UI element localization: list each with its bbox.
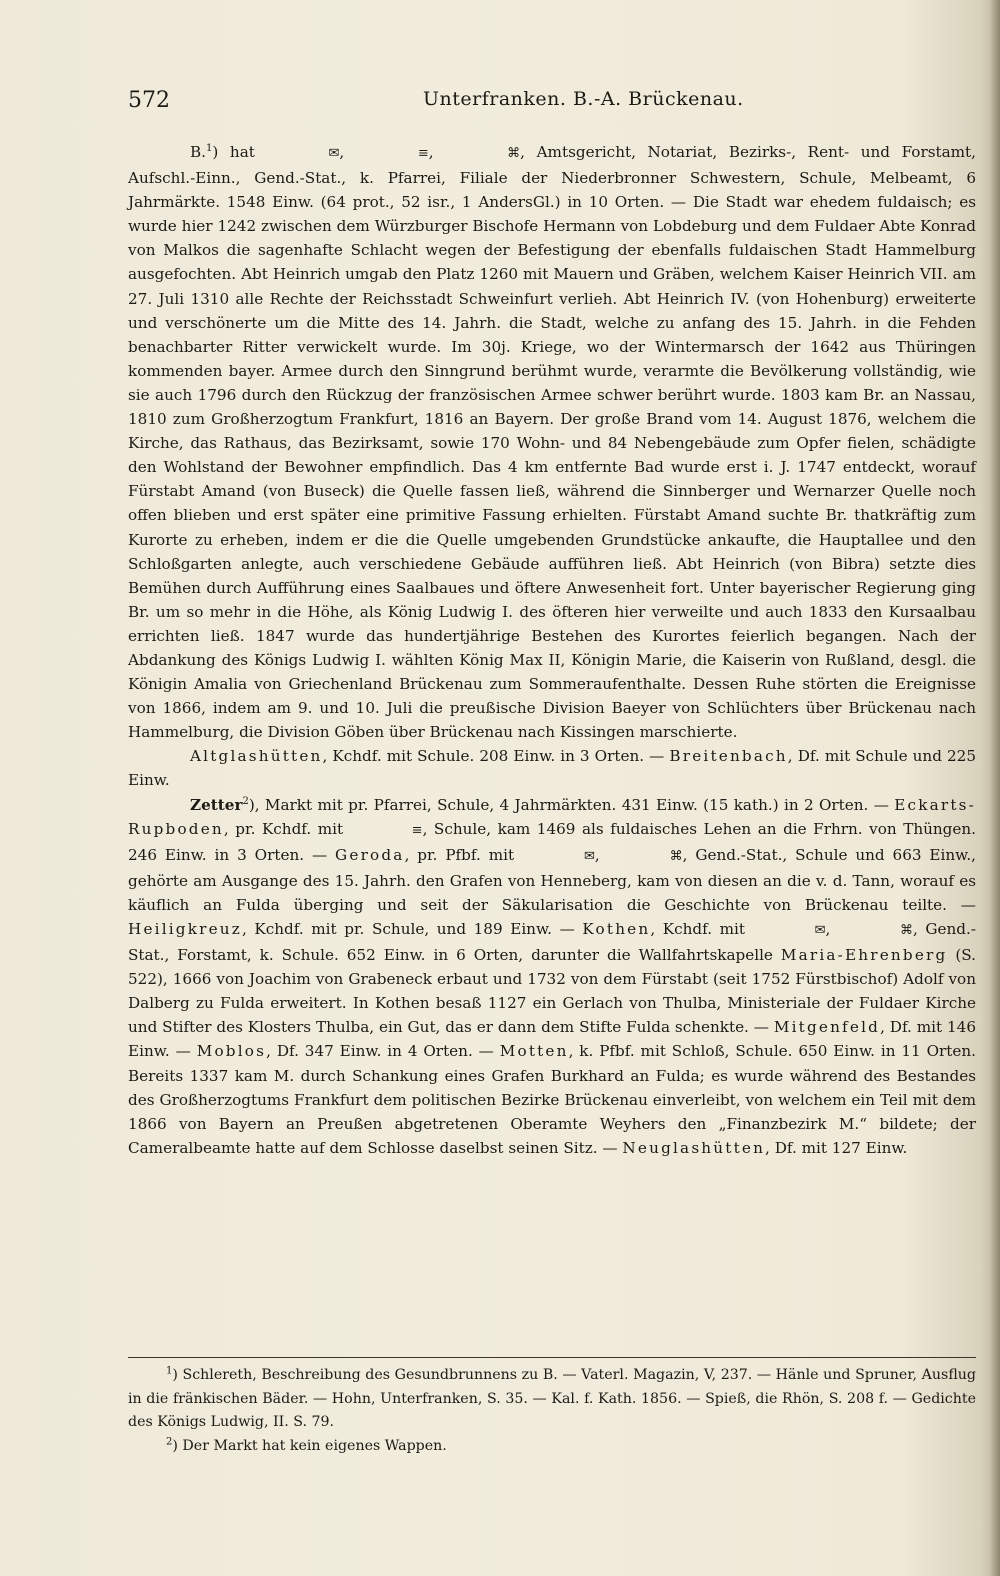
post-icon: ✉ [328,146,340,161]
post-icon: ✉ [814,923,826,938]
running-title: Unterfranken. B.-A. Brückenau. [423,88,744,110]
place-name: Geroda [335,845,405,864]
place-name: Kothen [582,920,651,938]
page-edge [990,0,1000,1576]
place-name: Motten [499,1042,569,1061]
footnote-ref-1: 1 [206,142,213,154]
footnote-ref-2: 2 [242,795,249,807]
main-text [128,140,976,1160]
railway-icon: ⌘ [507,146,521,161]
telegraph-icon: ≡ [417,146,429,161]
footnotes [128,1364,976,1458]
telegraph-icon: ≡ [411,822,423,838]
post-icon: ✉ [583,848,595,864]
paragraph-brueckenau: B.$^1$) hat ✉, ≡, ⌘, Amtsgericht, Notariat, Bezirks-, Rent- und Forstamt, Aufschl.-Einn., Gend.-Stat., k. Pfarrei, Filiale der Niederbronner Schwestern, Schule, Melbeamt, 6 Jahrmärkte. 1548 Einw. (64 prot., 52 isr., 1 AndersGl.) in 10 Orten. — Die Stadt war ehedem fuldaisch; es wurde hier 1242 zwischen dem Würzburger Bischofe Hermann von Lobdeburg und dem Fuldaer Abte Konrad von Malkos die sagenhafte Schlacht wegen der Befestigung der ebenfalls fuldaischen Stadt Hammelburg ausgefochten. Abt Heinrich umgab den Platz 1260 mit Mauern und Gräben, welchem Kaiser Heinrich VII. am 27. Juli 1310 alle Rechte der Reichsstadt Schweinfurt verlieh. Abt Heinrich IV. (von Hohenburg) erweiterte und verschönerte um die Mitte des 14. Jahrh. die Stadt, welche zu anfang des 15. Jahrh. in die Fehden benachbarter Ritter verwickelt wurde. Im 30j. Kriege, wo der Wintermarsch der 1642 aus Thüringen kommenden bayer. Armee durch den Sinngrund berühmt wurde, verarmte die Bevölkerung vollständig, wie sie auch 1796 durch den Rückzug der französischen Armee schwer berührt wurde. 1803 kam Br. an Nassau, 1810 zum Großherzogtum Frankfurt, 1816 an Bayern. Der große Brand vom 14. August 1876, welchem die Kirche, das Rathaus, das Bezirksamt, sowie 170 Wohn- und 84 Nebengebäude zum Opfer fielen, schädigte den Wohlstand der Bewohner empfindlich. Das 4 km entfernte Bad wurde erst i. J. 1747 entdeckt, worauf Fürstabt Amand (von Buseck) die Quelle fassen ließ, während die Sinnberger und Wernarzer Quelle noch offen blieben und erst später eine primitive Fassung erhielten. Fürstabt Amand suchte Br. thatkräftig zum Kurorte zu erheben, indem er die die Quelle umgebenden Grundstücke ankaufte, die Hauptallee und den Schloßgarten anlegte, auch verschiedene Gebäude aufführen ließ. Abt Heinrich (von Bibra) setzte dies Bemühen durch Aufführung eines Saalbaues und öftere Anwesenheit fort. Unter bayerischer Regierung ging Br. um so mehr in die Höhe, als König Ludwig I. des öfteren hier verweilte und auch 1833 den Kursaalbau errichten ließ. 1847 wurde das hundertjährige Bestehen des Kurortes feierlich begangen. Nach der Abdankung des Königs Ludwig I. wählten König Max II, Königin Marie, die Kaiserin von Rußland, desgl. die Königin Amalia von Griechenland Brückenau zum Sommeraufenthalte. Dessen Ruhe störten die Ereignisse von 1866, indem am 9. und 10. Juli die preußische Division Baeyer von Schlüchters über Brückenau nach Hammelburg, die Division Göben über Brückenau nach Kissingen marschierte. [128,142,976,742]
place-name: Maria-Ehrenberg [780,946,948,965]
footnote-2: $^2$) Der Markt hat kein eigenes Wappen. [166,1435,447,1454]
place-name: Breitenbach [669,747,788,766]
place-name: Neuglashütten [622,1138,766,1157]
page-number: 572 [128,88,170,113]
page-header [128,86,978,118]
paragraph-altglashuetten: Altglashütten, Kchdf. mit Schule. 208 Einw. in 3 Orten. — Breitenbach, Df. mit Schule und 225 Einw. [128,747,976,790]
footnote-divider [128,1357,976,1358]
place-name-bold: Zetter [190,795,243,814]
footnote-1: $^1$) Schlereth, Beschreibung des Gesundbrunnens zu B. — Vaterl. Magazin, V, 237. — Hänle und Spruner, Ausflug in die fränkischen Bäder. — Hohn, Unterfranken, S. 35. — Kal. f. Kath. 1856. — Spieß, die Rhön, S. 208 f. — Gedichte des Königs Ludwig, II. S. 79. [128,1365,976,1430]
place-name: Altglashütten [190,747,323,766]
place-name: Mitgenfeld [773,1018,881,1037]
railway-icon: ⌘ [899,923,913,938]
place-name: Heiligkreuz [128,920,242,938]
place-name: Eckarts-Rupboden [128,795,976,838]
railway-icon: ⌘ [669,848,683,864]
paragraph-zeitlofs: Zetter$^2$), Markt mit pr. Pfarrei, Schule, 4 Jahrmärkten. 431 Einw. (15 kath.) in 2 Orten. — Eckarts-Rupboden, pr. Kchdf. mit ≡, Schule, kam 1469 als fuldaisches Lehen an die Frhrn. von Thüngen. 246 Einw. in 3 Orten. — Geroda, pr. Pfbf. mit ✉, ⌘, Gend.-Stat., Schule und 663 Einw., gehörte am Ausgange des 15. Jahrh. den Grafen von Henneberg, kam von diesen an die v. d. Tann, worauf es käuflich an Fulda überging und seit der Säkularisation die Geschichte von Brückenau teilte. — Heiligkreuz, Kchdf. mit pr. Schule, und 189 Einw. — Kothen, Kchdf. mit ✉, ⌘, Gend.-Stat., Forstamt, k. Schule. 652 Einw. in 6 Orten, darunter die Wallfahrtskapelle Maria-Ehrenberg (S. 522), 1666 von Joachim von Grabeneck erbaut und 1732 von dem Fürstabt (seit 1752 Fürstbischof) Adolf von Dalberg zu Fulda erweitert. In Kothen besaß 1127 ein Gerlach von Thulba, Ministeriale der Fuldaer Kirche und Stifter des Klosters Thulba, ein Gut, das er dann dem Stifte Fulda schenkte. — Mitgenfeld, Df. mit 146 Einw. — Moblos, Df. 347 Einw. in 4 Orten. — Motten, k. Pfbf. mit Schloß, Schule. 650 Einw. in 11 Orten. Bereits 1337 kam M. durch Schankung eines Grafen Burkhard an Fulda; es wurde während des Bestandes des Großherzogtums Frankfurt dem politischen Bezirke Brückenau einverleibt, von welchem ein Teil mit dem 1866 von Bayern an Preußen abgetretenen Oberamte Weyhers den „Finanzbezirk M.“ bildete; der Cameralbeamte hatte auf dem Schlosse daselbst seinen Sitz. — Neuglashütten, Df. mit 127 Einw. [128,795,977,1157]
place-name: Moblos [196,1042,267,1061]
